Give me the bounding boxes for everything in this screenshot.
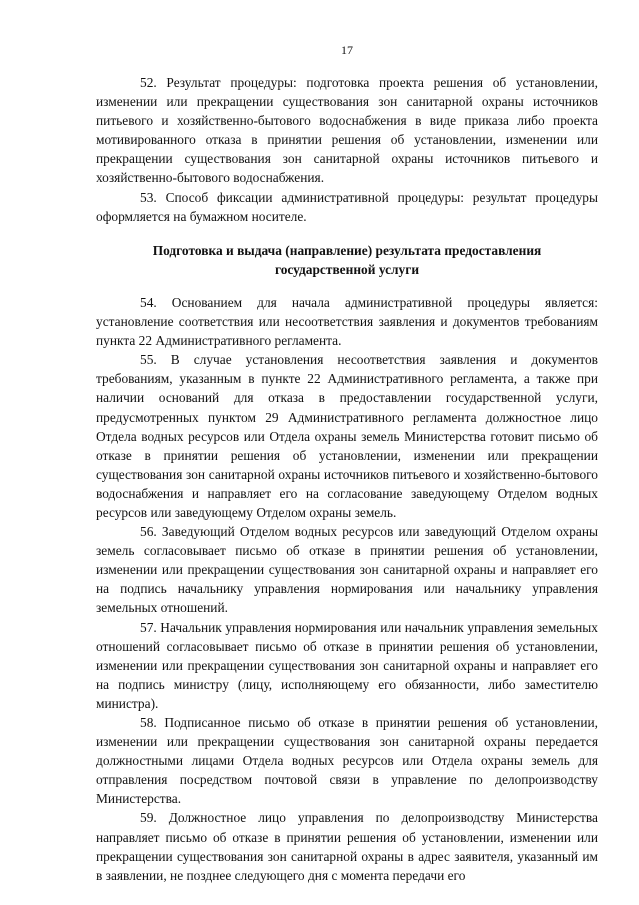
paragraph-52: 52. Результат процедуры: подготовка проекта решения об установлении, изменении или прекращении существования зон санитарной охраны источников питьевого и хозяйственно-бытового водоснабжения в виде приказа либо проекта мотивированного отказа в принятии решения об установлении, изменении или прекращении существования зон санитарной охраны источников питьевого и хозяйственно-бытового водоснабжения. — [96, 75, 598, 186]
paragraph-56: 56. Заведующий Отделом водных ресурсов или заведующий Отделом охраны земель согласовывает письмо об отказе в принятии решения об установлении, изменении или прекращении существования зон санитарной охраны и направляет его на подпись начальнику управления нормирования или начальнику управления земельных отношений. — [96, 524, 598, 616]
section-heading-line-2: государственной услуги — [274, 261, 420, 277]
section-heading-line-1: Подготовка и выдача (направление) результата предоставления — [152, 242, 542, 258]
paragraph-58: 58. Подписанное письмо об отказе в принятии решения об установлении, изменении или прекращении существования зон санитарной охраны передается должностными лицами Отдела водных ресурсов или Отдела охраны земель для отправления посредством почтовой связи в управление по делопроизводству Министерства. — [96, 715, 598, 807]
paragraph-55: 55. В случае установления несоответствия заявления и документов требованиям, указанным в пункте 22 Административного регламента, а также при наличии оснований для отказа в предоставлении государственной услуги, предусмотренных пунктом 29 Административного регламента должностное лицо Отдела водных ресурсов или Отдела охраны земель Министерства готовит письмо об отказе в принятии решения об установлении, изменении или прекращении существования зон санитарной охраны источников питьевого и хозяйственно-бытового водоснабжения и направляет его на согласование заведующему Отделом водных ресурсов или заведующему Отделом охраны земель. — [96, 352, 598, 520]
paragraph-53: 53. Способ фиксации административной процедуры: результат процедуры оформляется на бумажном носителе. — [96, 189, 598, 224]
paragraph-57: 57. Начальник управления нормирования или начальник управления земельных отношений согласовывает письмо об отказе в принятии решения об установлении, изменении или прекращении существования зон санитарной охраны и направляет его на подпись министру (лицу, исполняющему его обязанности, либо заместителю министра). — [96, 619, 598, 711]
paragraph-59: 59. Должностное лицо управления по делопроизводству Министерства направляет письмо об отказе в принятии решения об установлении, изменении или прекращении существования зон санитарной охраны в адрес заявителя, указанный им в заявлении, не позднее следующего дня с момента передачи его — [96, 810, 598, 883]
paragraph-54: 54. Основанием для начала административной процедуры является: установление соответствия или несоответствия заявления и документов требованиям пункта 22 Административного регламента. — [96, 294, 598, 349]
section-heading — [96, 241, 598, 279]
page-number: 17 — [341, 43, 353, 57]
